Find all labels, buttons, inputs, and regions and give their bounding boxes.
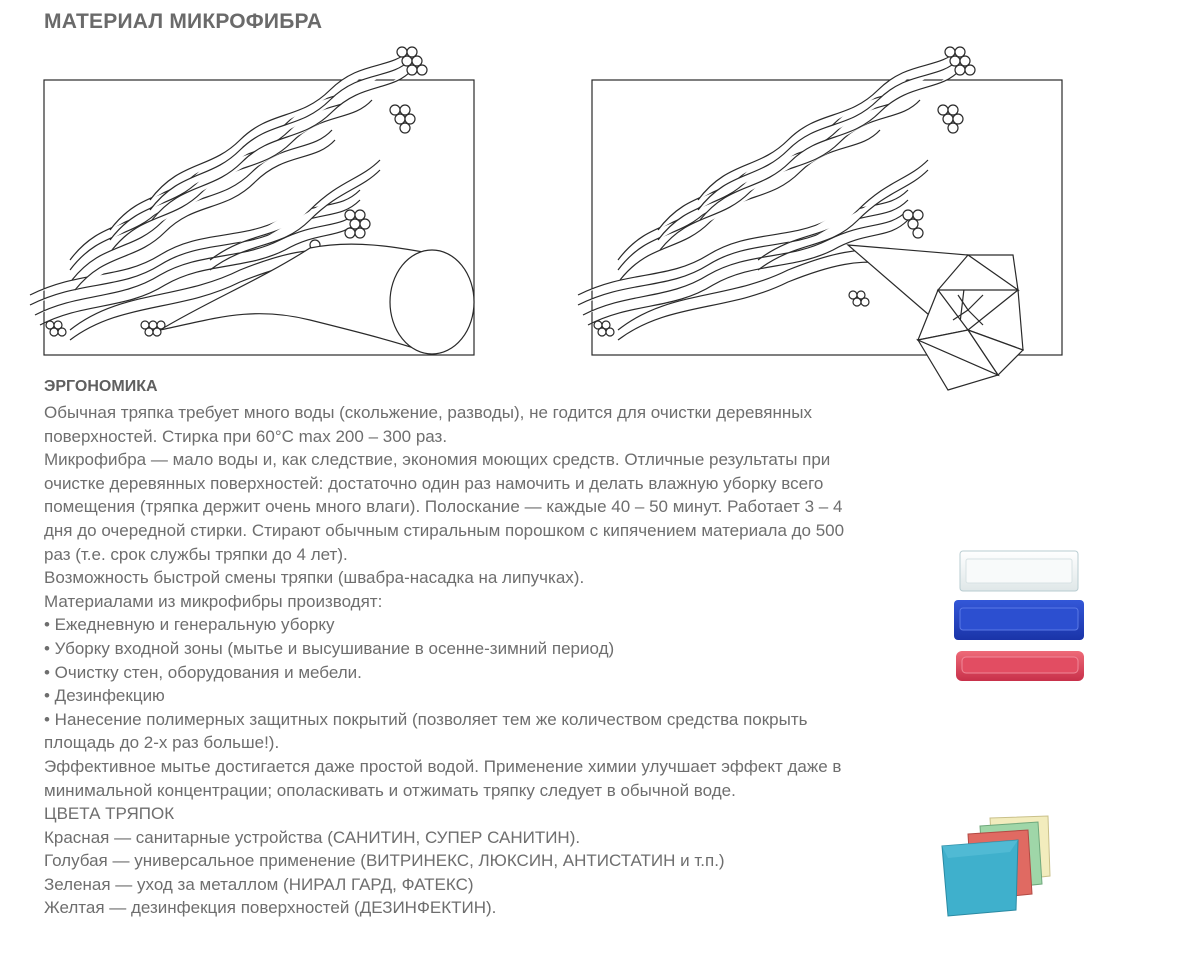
- text-line: раз (т.е. срок службы тряпки до 4 лет).: [44, 544, 348, 564]
- bullet-item: • Нанесение полимерных защитных покрытий (позволяет тем же количеством средства покрыть: [44, 709, 808, 729]
- body-text: [44, 401, 1054, 920]
- color-line-blue: Голубая — универсальное применение (ВИТРИНЕКС, ЛЮКСИН, АНТИСТАТИН и т.п.): [44, 851, 725, 871]
- text-line: площадь до 2-х раз больше!).: [44, 733, 280, 753]
- bullet-item: • Ежедневную и генеральную уборку: [44, 615, 335, 635]
- text-line: Микрофибра — мало воды и, как следствие, экономия моющих средств. Отличные результаты при: [44, 450, 831, 470]
- bullet-item: • Дезинфекцию: [44, 686, 165, 706]
- color-line-red: Красная — санитарные устройства (САНИТИН, СУПЕР САНИТИН).: [44, 827, 581, 847]
- bullet-item: • Уборку входной зоны (мытье и высушивание в осенне-зимний период): [44, 638, 615, 658]
- text-line: поверхностей. Стирка при 60°С max 200 – 300 раз.: [44, 426, 448, 446]
- text-line: дня до очередной стирки. Стирают обычным стиральным порошком с кипячением материала до 500: [44, 520, 845, 540]
- text-line: минимальной концентрации; ополаскивать и отжимать тряпку следует в обычной воде.: [44, 780, 736, 800]
- fiber-illustration-ordinary: [10, 30, 480, 375]
- text-line: помещения (тряпка держит очень много влаги). Полоскание — каждые 40 – 50 минут. Работает 3 – 4: [44, 497, 843, 517]
- color-line-green: Зеленая — уход за металлом (НИРАЛ ГАРД, ФАТЕКС): [44, 874, 474, 894]
- microfiber-cloths-photo: [940, 812, 1060, 927]
- mop-pads-photo: [950, 545, 1090, 690]
- color-line-yellow: Желтая — дезинфекция поверхностей (ДЕЗИНФЕКТИН).: [44, 898, 497, 918]
- fiber-illustration-microfiber: [558, 30, 1068, 395]
- text-line: Материалами из микрофибры производят:: [44, 591, 383, 611]
- subheading-cloth-colors: ЦВЕТА ТРЯПОК: [44, 804, 175, 824]
- text-line: очистке деревянных поверхностей: достаточно один раз намочить и делать влажную уборку всего: [44, 473, 824, 493]
- text-line: Обычная тряпка требует много воды (скольжение, разводы), не годится для очистки деревянных: [44, 403, 812, 422]
- text-line: Возможность быстрой смены тряпки (швабра-насадка на липучках).: [44, 568, 585, 588]
- bullet-item: • Очистку стен, оборудования и мебели.: [44, 662, 362, 682]
- section-heading-ergonomics: ЭРГОНОМИКА: [44, 378, 158, 395]
- text-line: Эффективное мытье достигается даже простой водой. Применение химии улучшает эффект даже в: [44, 756, 842, 776]
- page-title: МАТЕРИАЛ МИКРОФИБРА: [44, 10, 323, 33]
